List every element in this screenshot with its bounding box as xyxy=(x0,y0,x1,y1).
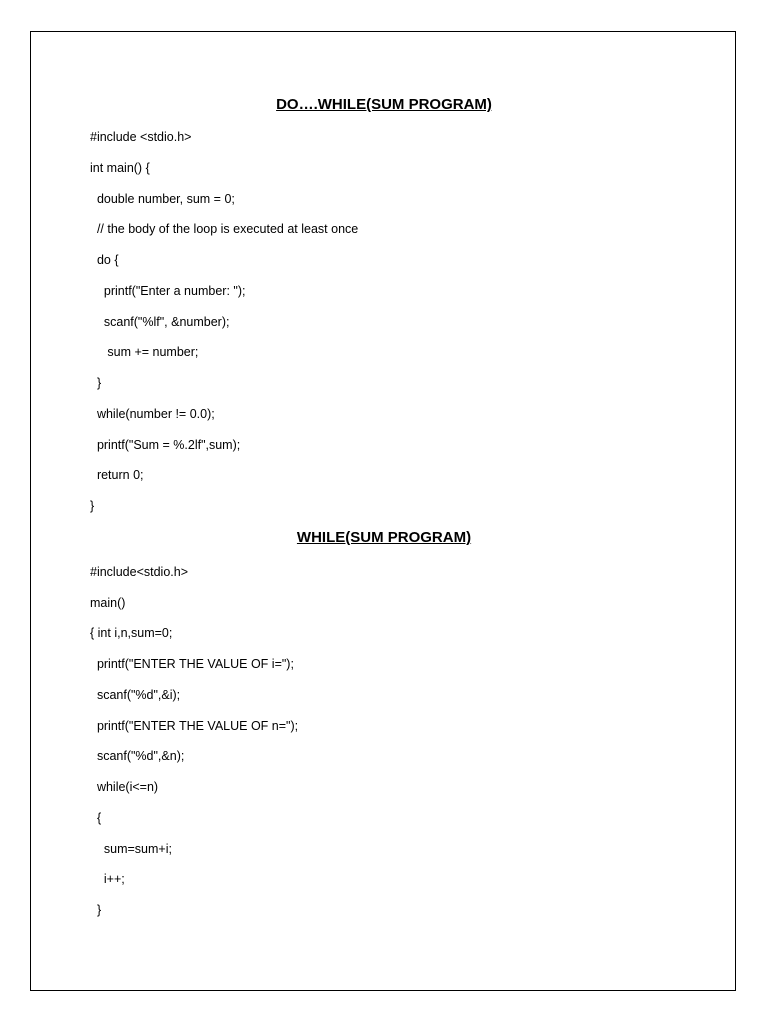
code-line: scanf("%d",&n); xyxy=(90,749,185,763)
code-line: printf("ENTER THE VALUE OF n="); xyxy=(90,719,299,733)
code-line: scanf("%lf", &number); xyxy=(90,315,230,329)
code-line: printf("ENTER THE VALUE OF i="); xyxy=(90,657,294,671)
section-heading-do-while: DO….WHILE(SUM PROGRAM) xyxy=(276,96,492,113)
code-line: printf("Enter a number: "); xyxy=(90,284,246,298)
code-line: i++; xyxy=(90,872,125,886)
code-line: #include<stdio.h> xyxy=(90,565,188,579)
code-line: } xyxy=(90,903,102,917)
code-line: return 0; xyxy=(90,468,144,482)
code-line: scanf("%d",&i); xyxy=(90,688,181,702)
code-line: do { xyxy=(90,253,119,267)
code-line: #include <stdio.h> xyxy=(90,130,192,144)
code-line: // the body of the loop is executed at least once xyxy=(90,222,359,236)
code-line: double number, sum = 0; xyxy=(90,192,235,206)
code-line: while(number != 0.0); xyxy=(90,407,215,421)
code-line: sum=sum+i; xyxy=(90,842,172,856)
code-line: sum += number; xyxy=(90,345,199,359)
code-line: printf("Sum = %.2lf",sum); xyxy=(90,438,241,452)
code-line: main() xyxy=(90,596,126,610)
code-line: } xyxy=(90,376,102,390)
code-line: } xyxy=(90,499,95,513)
code-line: int main() { xyxy=(90,161,150,175)
code-line: while(i<=n) xyxy=(90,780,159,794)
code-line: { int i,n,sum=0; xyxy=(90,626,173,640)
section-heading-while: WHILE(SUM PROGRAM) xyxy=(296,529,472,546)
code-line: { xyxy=(90,811,102,825)
